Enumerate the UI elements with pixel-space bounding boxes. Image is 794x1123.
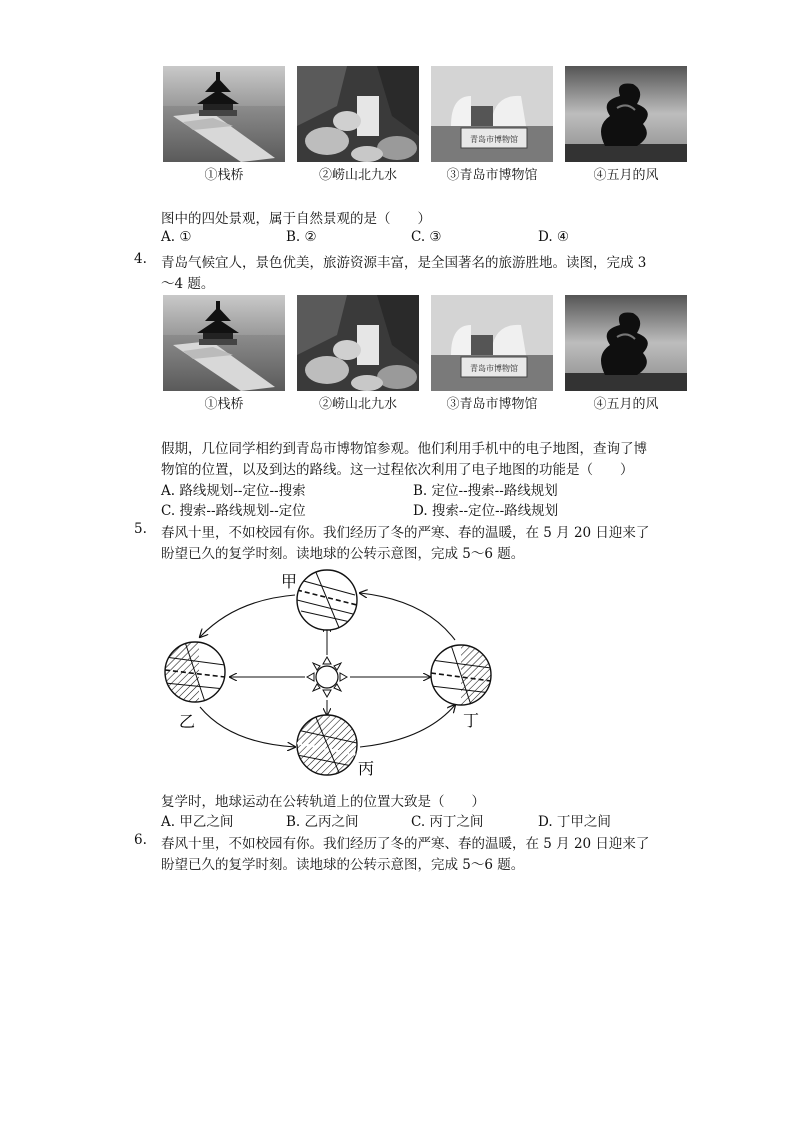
sculpture-photo [565, 295, 687, 391]
earth-revolution-diagram [155, 565, 515, 790]
orbit-arrow [360, 593, 455, 640]
museum-photo [431, 66, 553, 162]
orbit-arrow [200, 707, 295, 747]
earth-bing-icon [297, 715, 357, 775]
question-number: 4. [134, 251, 147, 267]
option-a[interactable]: A. 甲乙之间 [161, 814, 234, 830]
label-bing: 丙 [358, 759, 375, 778]
museum-sign-text: 青岛市博物馆 [470, 135, 518, 144]
question-intro: 盼望已久的复学时刻。读地球的公转示意图，完成 5～6 题。 [161, 546, 525, 562]
photo-caption: ②崂山北九水 [318, 397, 397, 412]
photo-row-1 [163, 66, 687, 183]
option-d[interactable]: D. ④ [538, 229, 570, 245]
photo-caption: ③青岛市博物馆 [446, 397, 538, 412]
option-b[interactable]: B. ② [286, 229, 317, 245]
sculpture-photo [565, 66, 687, 162]
pier-pavilion-photo [163, 66, 285, 162]
photo-row-2 [163, 295, 687, 412]
question-intro: 青岛气候宜人，景色优美，旅游资源丰富，是全国著名的旅游胜地。读图，完成 3 [161, 255, 647, 271]
question-stem: 复学时，地球运动在公转轨道上的位置大致是（ ） [161, 794, 485, 810]
option-c[interactable]: C. 丙丁之间 [411, 814, 484, 830]
option-a[interactable]: A. 路线规划--定位--搜索 [161, 483, 306, 499]
question-number: 5. [134, 521, 147, 537]
photo-caption: ①栈桥 [204, 168, 244, 183]
photo-caption: ④五月的风 [593, 397, 659, 412]
option-a[interactable]: A. ① [161, 229, 192, 245]
museum-photo [431, 295, 553, 391]
museum-sign-text: 青岛市博物馆 [470, 364, 518, 373]
waterfall-photo [297, 66, 419, 162]
photo-caption: ②崂山北九水 [318, 168, 397, 183]
option-c[interactable]: C. ③ [411, 229, 442, 245]
earth-ding-icon [431, 645, 491, 705]
label-jia: 甲 [281, 572, 298, 591]
pier-pavilion-photo [163, 295, 285, 391]
question-stem: 物馆的位置，以及到达的路线。这一过程依次利用了电子地图的功能是（ ） [161, 462, 634, 478]
option-d[interactable]: D. 搜索--定位--路线规划 [413, 503, 559, 519]
label-ding: 丁 [463, 711, 480, 730]
earth-yi-icon [165, 642, 225, 702]
earth-jia-icon [297, 570, 357, 630]
photo-caption: ①栈桥 [204, 397, 244, 412]
question-intro: 春风十里，不如校园有你。我们经历了冬的严寒、春的温暖，在 5 月 20 日迎来了 [161, 525, 650, 541]
photo-caption: ④五月的风 [593, 168, 659, 183]
label-yi: 乙 [179, 712, 196, 731]
question-number: 6. [134, 832, 147, 848]
question-stem: 假期，几位同学相约到青岛市博物馆参观。他们利用手机中的电子地图，查询了博 [161, 441, 647, 457]
orbit-arrow [200, 595, 295, 637]
option-b[interactable]: B. 定位--搜索--路线规划 [413, 483, 558, 499]
sun-icon [307, 657, 347, 697]
option-c[interactable]: C. 搜索--路线规划--定位 [161, 503, 306, 519]
question-intro: 盼望已久的复学时刻。读地球的公转示意图，完成 5～6 题。 [161, 857, 525, 873]
waterfall-photo [297, 295, 419, 391]
orbit-arrow [360, 705, 455, 747]
option-b[interactable]: B. 乙丙之间 [286, 814, 359, 830]
photo-caption: ③青岛市博物馆 [446, 168, 538, 183]
question-stem: 图中的四处景观，属于自然景观的是（ ） [161, 211, 431, 227]
question-intro: ～4 题。 [161, 276, 215, 292]
question-intro: 春风十里，不如校园有你。我们经历了冬的严寒、春的温暖，在 5 月 20 日迎来了 [161, 836, 650, 852]
option-d[interactable]: D. 丁甲之间 [538, 814, 611, 830]
